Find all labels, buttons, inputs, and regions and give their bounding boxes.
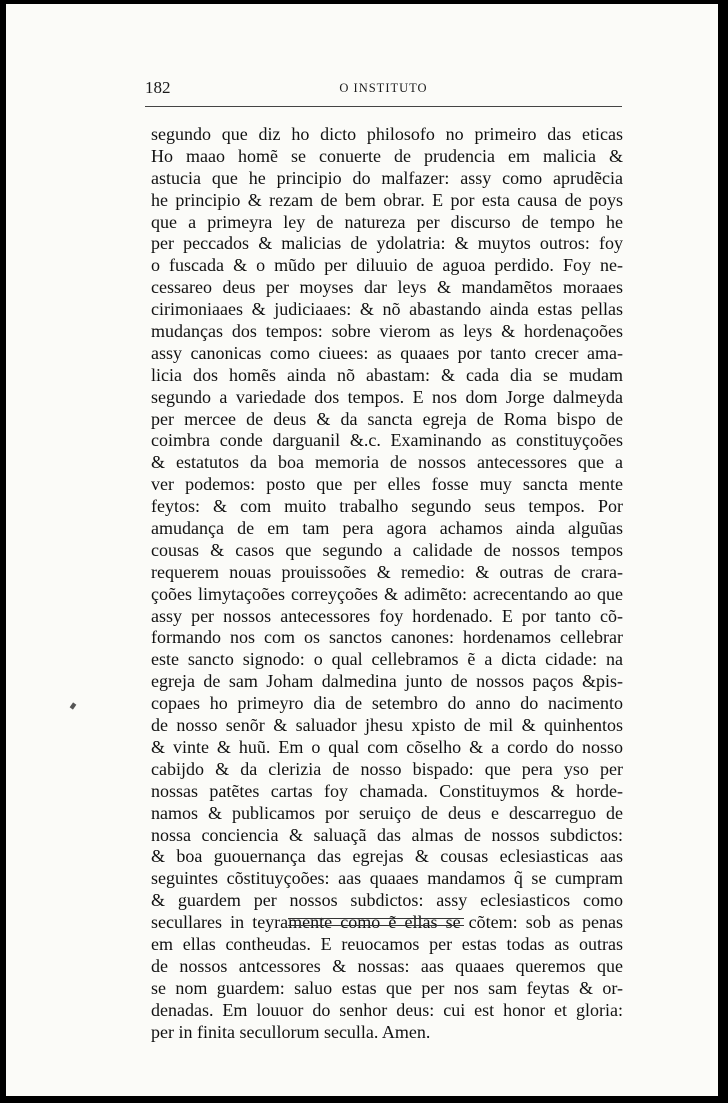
end-ornament-rule bbox=[288, 918, 464, 926]
text-line: cousas & casos que segundo a calidade de nossos tempos bbox=[151, 539, 623, 560]
text-line: & boa guouernança das egrejas & cousas eclesiasticas aas bbox=[151, 846, 623, 867]
text-line: se nom guardem: saluo estas que per nos sam feytas & or- bbox=[151, 977, 623, 998]
text-line: nossas patẽtes cartas foy chamada. Constituymos & horde- bbox=[151, 780, 623, 801]
text-line: copaes ho primeyro dia de setembro do anno do nacimento bbox=[151, 693, 623, 714]
text-line: cessareo deus per moyses dar leys & mandamẽtos moraaes bbox=[151, 277, 623, 298]
page-number: 182 bbox=[145, 78, 171, 97]
text-line: o fuscada & o mũdo per diluuio de aguoa perdido. Foy ne- bbox=[151, 255, 623, 276]
text-line: cabijdo & da clerizia de nosso bispado: que pera yso per bbox=[151, 758, 623, 779]
text-line-last: per in finita secullorum seculla. Amen. bbox=[151, 1021, 431, 1042]
text-line: nossa conciencia & saluaçã das almas de nossos subdictos: bbox=[151, 824, 623, 845]
text-line: he principio & rezam de bem obrar. E por esta causa de poys bbox=[151, 189, 623, 210]
text-line: assy per nossos antecessores foy hordenado. E por tanto cõ- bbox=[151, 605, 623, 626]
text-line: çoões limytaçoões correyçoões & adimẽto: acrecentando ao que bbox=[151, 583, 623, 604]
text-line: denadas. Em louuor do senhor deus: cui est honor et gloria: bbox=[151, 999, 623, 1020]
text-line: per mercee de deus & da sancta egreja de Roma bispo de bbox=[151, 408, 623, 429]
text-line: & guardem per nossos subdictos: assy eclesiasticos como bbox=[151, 890, 623, 911]
text-line: secullares in teyramente como ẽ ellas se cõtem: sob as penas bbox=[151, 912, 623, 933]
text-line: seguintes cõstituyçoões: aas quaaes mandamos q̃ se cumpram bbox=[151, 868, 623, 889]
text-line: amudança de em tam pera agora achamos ainda alguũas bbox=[151, 518, 623, 539]
text-line: assy canonicas como ciuees: as quaaes por tanto crecer ama- bbox=[151, 342, 623, 363]
text-line: de nosso senõr & saluador jhesu xpisto de mil & quinhentos bbox=[151, 715, 623, 736]
text-line: ver podemos: posto que per elles fosse muy sancta mente bbox=[151, 474, 623, 495]
text-line: de nossos antcessores & nossas: aas quaaes queremos que bbox=[151, 955, 623, 976]
text-line: & estatutos da boa memoria de nossos antecessores que a bbox=[151, 452, 623, 473]
text-line: cirimoniaaes & judiciaaes: & nõ abastando ainda estas pellas bbox=[151, 299, 623, 320]
text-line: astucia que he principio do malfazer: assy como aprudẽcia bbox=[151, 167, 623, 188]
header-rule bbox=[145, 106, 622, 107]
text-line: que a primeyra ley de natureza per discurso de tempo he bbox=[151, 211, 623, 232]
text-line: & vinte & huũ. Em o qual com cõselho & a cordo do nosso bbox=[151, 736, 623, 757]
text-line: coimbra conde darguanil &.c. Examinando as constituyçoões bbox=[151, 430, 623, 451]
text-line: namos & publicamos por seruiço de deus e descarreguo de bbox=[151, 802, 623, 823]
text-line: Ho maao homẽ se conuerte de prudencia em malicia & bbox=[151, 145, 623, 166]
text-line: este sancto signodo: o qual cellebramos ẽ a dicta cidade: na bbox=[151, 649, 623, 670]
page-header bbox=[145, 78, 622, 102]
text-line: mudanças dos tempos: sobre vierom as leys & hordenaçoões bbox=[151, 321, 623, 342]
text-line: per peccados & malicias de ydolatria: & muytos outros: foy bbox=[151, 233, 623, 254]
text-line: licia dos homẽs ainda nõ abastam: & cada dia se mudam bbox=[151, 364, 623, 385]
text-line: feytos: & com muito trabalho segundo seus tempos. Por bbox=[151, 496, 623, 517]
text-line: requerem nouas prouissoões & remedio: & outras de crara- bbox=[151, 561, 623, 582]
text-line: formando nos com os sanctos canones: hordenamos cellebrar bbox=[151, 627, 623, 648]
text-line: egreja de sam Joham dalmedina junto de nossos paços &pis- bbox=[151, 671, 623, 692]
text-line: segundo a variedade dos tempos. E nos dom Jorge dalmeyda bbox=[151, 386, 623, 407]
text-line: segundo que diz ho dicto philosofo no primeiro das eticas bbox=[151, 124, 623, 144]
running-head: O INSTITUTO bbox=[339, 81, 428, 95]
text-line: em ellas contheudas. E reuocamos per estas todas as outras bbox=[151, 933, 623, 954]
body-text bbox=[151, 124, 623, 1043]
